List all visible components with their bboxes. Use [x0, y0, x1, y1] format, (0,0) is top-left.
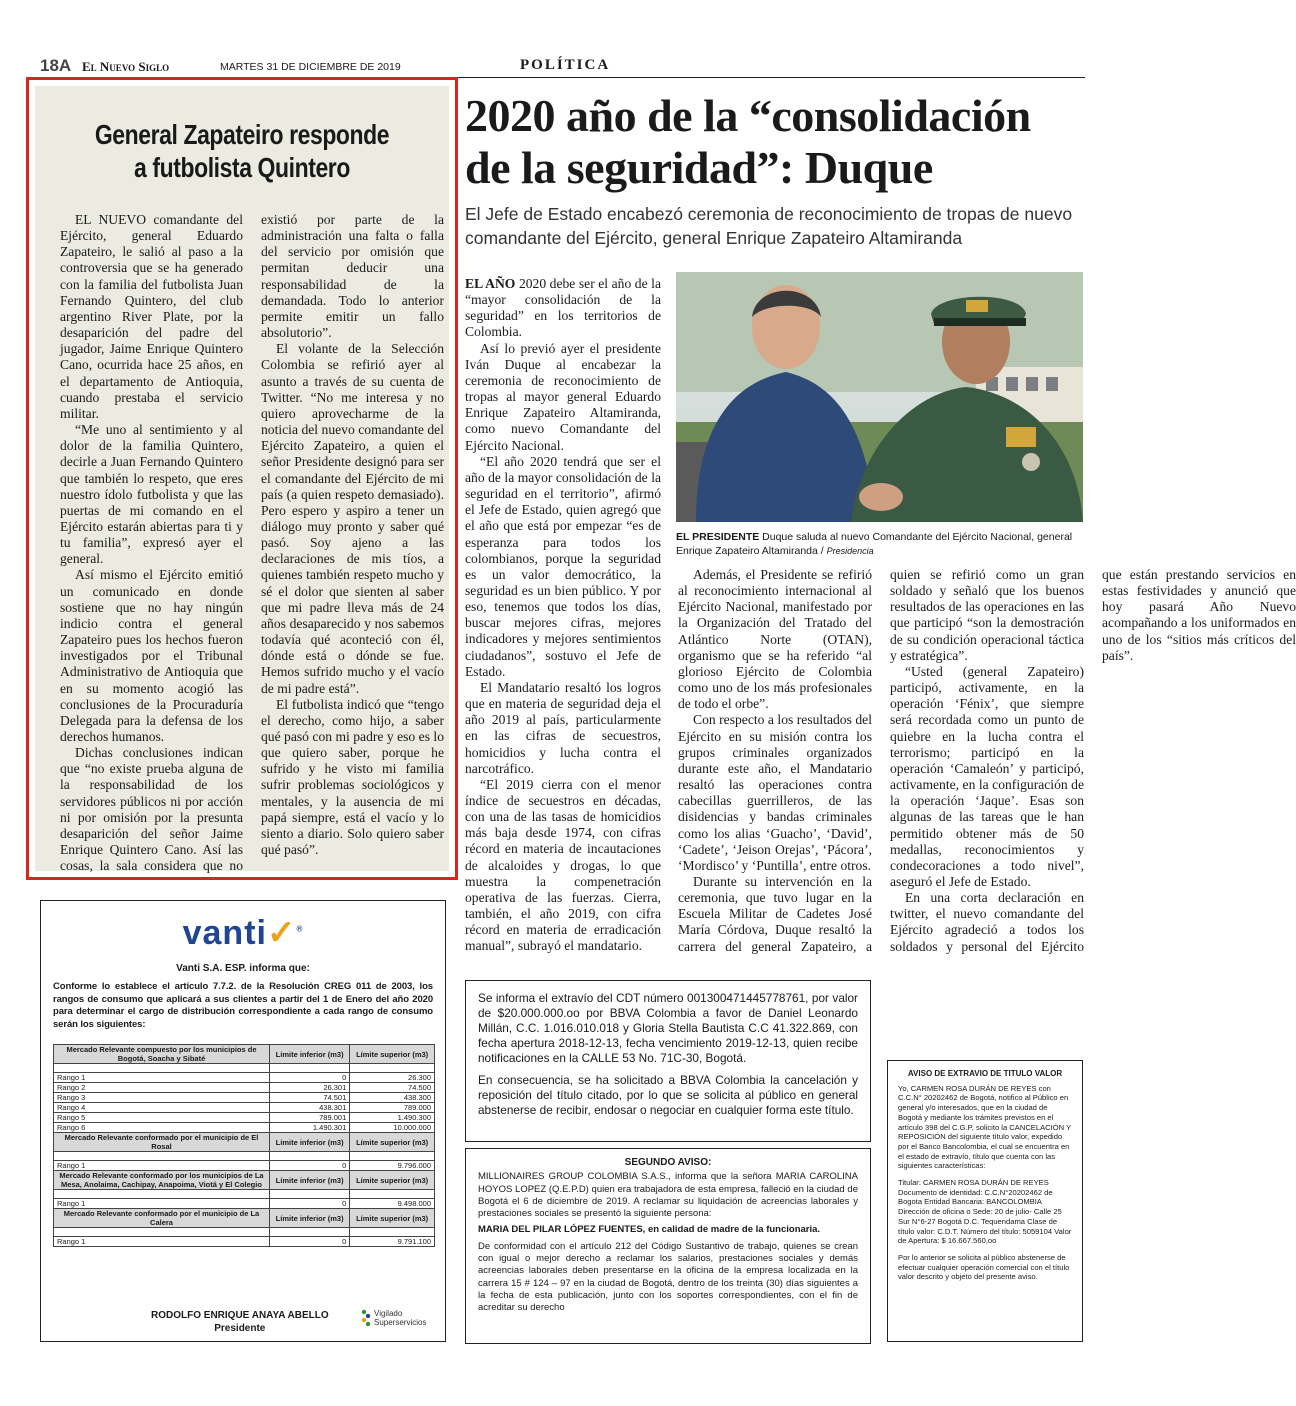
main-article-column-1 — [465, 276, 661, 966]
main-article-columns-2-3 — [678, 567, 1296, 964]
article-paragraph: “Me uno al sentimiento y al dolor de la familia Quintero, decirle a Juan Fernando Quintero que también lo respeto, que eres nuestro ídolo futbolista y que las puertas de mi comando en el Ejército estarán abiertas para ti y tu familia”, expresó ayer el general. — [60, 422, 243, 567]
caption-text: Duque saluda al nuevo Comandante del Ejército Nacional, general Enrique Zapateiro Altamiranda / — [676, 531, 1073, 557]
article-box-background — [35, 86, 449, 874]
article-paragraph: Así mismo el Ejército emitió un comunicado en donde sostiene que no hay ningún indicio contra el general Zapateiro pues los hechos fueron investigados por el Tribunal Administrativo de Antioquia que en su momento acogió las conclusiones de la Procuraduría Delegada para la defensa de los derechos humanos. — [60, 567, 243, 744]
main-headline: 2020 año de la “consolidación de la seguridad”: Duque — [465, 90, 1031, 193]
notice-paragraph: De conformidad con el artículo 212 del Código Sustantivo de trabajo, quienes se crean con igual o mejor derecho a reclamar los salarios, prestaciones sociales y demás acreencias laborales deben presentarse en la oficina de la empresa localizada en la carrera 15 # 124 – 97 en la ciudad de Bogotá, dentro de los treinta (30) días siguientes a la fecha de esta publicación, junto con los soportes correspondientes, con el fin de acreditar su derecho — [478, 1240, 858, 1314]
lead-text: 2020 debe ser el año de la “mayor consolidación de la seguridad” en los territorios de Colombia. — [465, 276, 661, 340]
photo-illustration — [676, 272, 1083, 522]
column-header-lower: Límite inferior (m3) — [270, 1209, 350, 1228]
notice-paragraph: Yo, CARMEN ROSA DURÁN DE REYES con C.C.N° 20202462 de Bogotá, notifico al Público en general y/o interesados, que en la ciudad de Bogotá y mediante los trámites previstos en el artículo 398 del C.G.P, solicito la CANCELACIÓN Y REPOSICIÓN del siguiente título valor, expedido por el Banco Bancolombia, el cual se encuentra en el estado de extravío, título que cuenta con las siguientes características: — [898, 1083, 1072, 1171]
table-row: Rango 5 789.001 1.490.300 — [54, 1113, 435, 1123]
table-row: Rango 1 0 9.791.100 — [54, 1237, 435, 1247]
superservicios-icon — [361, 1309, 371, 1327]
photo-caption — [676, 530, 1083, 558]
zapateiro-quintero-article — [26, 77, 458, 880]
vanti-info-line: Vanti S.A. ESP. informa que: — [176, 963, 310, 974]
aviso-extravio-titulo — [887, 1060, 1083, 1342]
vanti-notice — [40, 900, 446, 1342]
signer-title: Presidente — [214, 1323, 266, 1334]
caption-credit: Presidencia — [826, 546, 874, 556]
market-title: Mercado Relevante compuesto por los municipios de Bogotá, Soacha y Sibaté — [54, 1045, 270, 1064]
page-number: 18A — [40, 56, 72, 75]
table-row: Rango 6 1.490.301 10.000.000 — [54, 1123, 435, 1133]
vanti-logo — [41, 913, 445, 953]
notice-title: AVISO DE EXTRAVIO DE TITULO VALOR — [907, 1069, 1063, 1078]
signer-name: RODOLFO ENRIQUE ANAYA ABELLO — [151, 1310, 329, 1321]
column-header-lower: Límite inferior (m3) — [270, 1045, 350, 1064]
publication-date: MARTES 31 DE DICIEMBRE DE 2019 — [220, 61, 401, 73]
table-header-row — [54, 1045, 435, 1064]
table-row: Rango 2 26.301 74.500 — [54, 1083, 435, 1093]
article-paragraph: “El año 2020 tendrá que ser el año de la mayor consolidación de la seguridad en el territorio”, afirmó el Jefe de Estado, quien agregó que el año que está por empezar “es de esperanza para todos los colombianos, porque la seguridad es un valor democrático, la seguridad es un bien público. Y por eso, tenemos que todos los días, buscar mejores cifras, mejores indicadores y mejores sentimientos ciudadanos”, sostuvo el Jefe de Estado. — [465, 453, 661, 679]
registered-icon: ® — [296, 924, 304, 934]
table-row: Rango 4 438.301 789.000 — [54, 1103, 435, 1113]
article-paragraph: “Usted (general Zapateiro) participó, activamente, en la operación ‘Fénix’, que siempre será recordada como un punto de quiebre en la lucha contra el terrorismo; participó en la operación ‘Camaleón’ y participó, activamente, en la configuración de la operación ‘Jaque’. Esas son algunas de las tareas que le han permitido obtener más de 50 medallas, reconocimientos y condecoraciones a todo nivel”, aseguró el Jefe de Estado. — [890, 663, 1084, 889]
superservicios-label: Superservicios — [374, 1318, 427, 1327]
article-paragraph: El volante de la Selección Colombia se refirió ayer al asunto a través de su cuenta de Twitter. “No me interesa y no quiero aprovecharme de la noticia del nuevo comandante del Ejército Zapateiro, a quien el señor Presidente designó para ser el comandante del Ejército de mi país (a quien respeto demasiado). Pero espero y aspiro a tener un diálogo muy pronto y saber qué pasó. Soy ajeno a las declaraciones de mis tíos, a quienes también respeto mucho y sé el dolor que sienten al saber que mi padre lleva más de 24 años desaparecido y nos sabemos todavía qué aconteció con él, dónde está o dónde se fue. Hemos sufrido mucho y el vacío de mi padre está”. — [261, 341, 444, 696]
market-title: Mercado Relevante conformado por el municipio de La Calera — [54, 1209, 270, 1228]
caption-lead: EL PRESIDENTE — [676, 531, 760, 543]
market-title: Mercado Relevante conformado por el municipio de El Rosal — [54, 1133, 270, 1152]
table-spacer-row — [54, 1152, 435, 1161]
section-name: POLÍTICA — [520, 57, 611, 73]
article-paragraph: EL NUEVO comandante del Ejército, general Eduardo Zapateiro, le salió al paso a la controversia que se ha generado con la familia del futbolista Juan Fernando Quintero, del club argentino River Plate, por la desaparición del padre del jugador, Jaime Enrique Quintero Cano, ocurrida hace 25 años, en el departamento de Antioquia, cuando prestaba el servicio militar. — [60, 212, 243, 421]
column-header-lower: Límite inferior (m3) — [270, 1171, 350, 1190]
notice-paragraph: En consecuencia, se ha solicitado a BBVA Colombia la cancelación y reposición del título citado, por lo que se solicita al público en general abstenerse de recibir, endosar o negociar en cualquier forma este título. — [478, 1073, 858, 1117]
column-header-upper: Límite superior (m3) — [350, 1133, 435, 1152]
vanti-signature — [151, 1309, 329, 1335]
logo-text: vanti — [182, 914, 267, 952]
table-header-row — [54, 1209, 435, 1228]
table-row: Rango 1 0 26.300 — [54, 1073, 435, 1083]
headline-line-1: General Zapateiro responde — [94, 119, 390, 150]
table-header-row — [54, 1133, 435, 1152]
main-subhead: El Jefe de Estado encabezó ceremonia de reconocimiento de tropas de nuevo comandante del Ejército, general Enrique Zapateiro Altamiranda — [465, 204, 1073, 248]
article-headline — [72, 118, 411, 184]
article-body — [60, 212, 444, 876]
article-paragraph — [465, 276, 661, 341]
table-spacer-row — [54, 1064, 435, 1073]
notice-title: SEGUNDO AVISO: — [624, 1157, 712, 1168]
consumption-ranges-table — [53, 1044, 435, 1247]
segundo-aviso-notice — [465, 1148, 871, 1344]
notice-paragraph: Titular: CARMEN ROSA DURÁN DE REYES Documento de identidad: C.C.N°20202462 de Bogota Entidad Bancaria: BANCOLOMBIA Dirección de oficina o Sede: 20 de julio- Calle 25 Sur N°6-27 Bogotá D.C. Tequendama Clase de título valor: C.D.T. Número del título: 5059104 Valor de Apertura: $ 16.667.560,oo — [898, 1178, 1072, 1246]
article-paragraph: Así lo previó ayer el presidente Iván Duque al encabezar la ceremonia de reconocimiento de tropas al mayor general Eduardo Enrique Zapateiro Altamiranda, como nuevo Comandante del Ejército Nacional. — [465, 340, 661, 453]
notice-paragraph: Por lo anterior se solicita al público abstenerse de efectuar cualquier operación comercial con el título valor descrito y objeto del presente aviso. — [898, 1252, 1070, 1282]
cdt-loss-notice — [465, 980, 871, 1142]
duque-zapateiro-photo — [676, 272, 1083, 522]
article-paragraph: “El 2019 cierra con el menor índice de secuestros en décadas, con una de las tasas de homicidios más baja desde 1974, con cifras récord en materia de incautaciones de alcaloides y drogas, lo que muestra la compenetración operativa de las fuerzas. Cierra, también, el año 2019, con cifra récord en materia de erradicación manual”, subrayó el mandatario. — [465, 776, 661, 954]
table-row: Rango 1 0 9.498.000 — [54, 1199, 435, 1209]
notice-paragraph: MARIA DEL PILAR LÓPEZ FUENTES, en calidad de madre de la funcionaria. — [478, 1224, 821, 1236]
table-header-row — [54, 1171, 435, 1190]
article-paragraph: Dichas conclusiones indican que “no existe prueba alguna de la responsabilidad de los servidores públicos ni por acción ni por omisión por la presunta desaparición del señor Jaime Enrique Quintero Cano. Así las cosas, la sala considera que no existió por parte de la administración una falta o falla del servicio por omisión que permitan deducir una responsabilidad de la demandada. Todo lo anterior permite emitir un fallo absolutorio”. — [60, 212, 444, 874]
article-paragraph: El Mandatario resaltó los logros que en materia de seguridad deja el año 2019 al país, particularmente en las cifras de secuestros, homicidios y lucha contra el narcotráfico. — [465, 679, 661, 776]
superservicios-badge — [361, 1309, 426, 1327]
table-spacer-row — [54, 1228, 435, 1237]
headline-line-2: a futbolista Quintero — [134, 152, 350, 183]
notice-paragraph: MILLIONAIRES GROUP COLOMBIA S.A.S., informa que la señora MARIA CAROLINA HOYOS LOPEZ (Q.E.P.D) quien era trabajadora de esta empresa, falleció en la ciudad de Bogotá el 6 de diciembre de 2019. A reclamar su liquidación de acreencias laborales y prestaciones sociales se presentó la siguiente persona: — [478, 1171, 858, 1220]
table-row: Rango 1 0 9.796.000 — [54, 1161, 435, 1171]
table-row: Rango 3 74.501 438.300 — [54, 1093, 435, 1103]
publication-name: El Nuevo Siglo — [82, 59, 170, 74]
checkmark-icon: ✓ — [266, 914, 297, 952]
market-title: Mercado Relevante conformado por los municipios de La Mesa, Anolaima, Cachipay, Anapoima, Viotá y El Colegio — [54, 1171, 270, 1190]
vanti-intro: Conforme lo establece el artículo 7.7.2. de la Resolución CREG 011 de 2003, los rangos de consumo que aplicará a sus clientes a partir del 1 de Enero del año 2020 para determinar el cargo de distribución correspondiente a cada rango de consumo serán los siguientes: — [53, 981, 433, 1030]
column-header-upper: Límite superior (m3) — [350, 1045, 435, 1064]
column-header-lower: Límite inferior (m3) — [270, 1133, 350, 1152]
notice-paragraph: Se informa el extravío del CDT número 001300471445778761, por valor de $20.000.000.oo por BBVA Colombia a favor de Daniel Leonardo Millán, C.C. 1.016.010.018 y Gloria Stella Bautista C.C 41.322.869, con fecha apertura 2018-12-13, fecha vencimiento 2019-12-13, quien recibe notificaciones en la CALLE 53 No. 71C-30, Bogotá. — [478, 991, 858, 1065]
vigilado-label: Vigilado — [374, 1309, 403, 1318]
article-paragraph: Además, el Presidente se refirió al reconocimiento internacional al Ejército Nacional, manifestado por la Organización del Tratado del Atlántico Norte (OTAN), organismo que se ha referido “al glorioso Ejército de Colombia como uno de los más profesionales de todo el orbe”. — [678, 567, 872, 712]
article-paragraph: Con respecto a los resultados del Ejército en su misión contra los grupos criminales organizados durante este año, el Mandatario resaltó las operaciones contra cabecillas guerrilleros, de las disidencias y bandas criminales como los alias ‘Guacho’, ‘David’, ‘Cadete’, ‘Jeison Orejas’, ‘Pácora’, ‘Mordisco’ y ‘Puntilla’, entre otros. — [678, 712, 872, 873]
lead-caps: EL AÑO — [465, 276, 516, 291]
page-header — [40, 56, 1085, 78]
article-paragraph: En una corta declaración en twitter, el nuevo comandante del Ejército agradeció a todos los soldados y personal del Ejército que están prestando servicios en estas festividades y anunció que hoy pasará Año Nuevo acompañando a los uniformados en uno de los “sitios más críticos del país”. — [890, 567, 1296, 954]
article-paragraph: Durante su intervención en la ceremonia, que tuvo lugar en la Escuela Militar de Cadetes José María Córdova, Duque resaltó la carrera del general Zapateiro, a quien se refirió como un gran soldado y señaló que los buenos resultados de las operaciones en las que participó “son la demostración de su condición operacional táctica y estratégica”. — [678, 567, 1084, 954]
column-header-upper: Límite superior (m3) — [350, 1171, 435, 1190]
column-header-upper: Límite superior (m3) — [350, 1209, 435, 1228]
article-paragraph: El futbolista indicó que “tengo el derecho, como hijo, a saber qué pasó con mi padre y eso es lo que quiero saber, porque he sufrido y he visto mi familia sufrir problemas sociológicos y mentales, y la ausencia de mi papá siempre, está el vacío y lo siento a diario. Solo quiero saber qué pasó”. — [261, 696, 444, 858]
table-spacer-row — [54, 1190, 435, 1199]
